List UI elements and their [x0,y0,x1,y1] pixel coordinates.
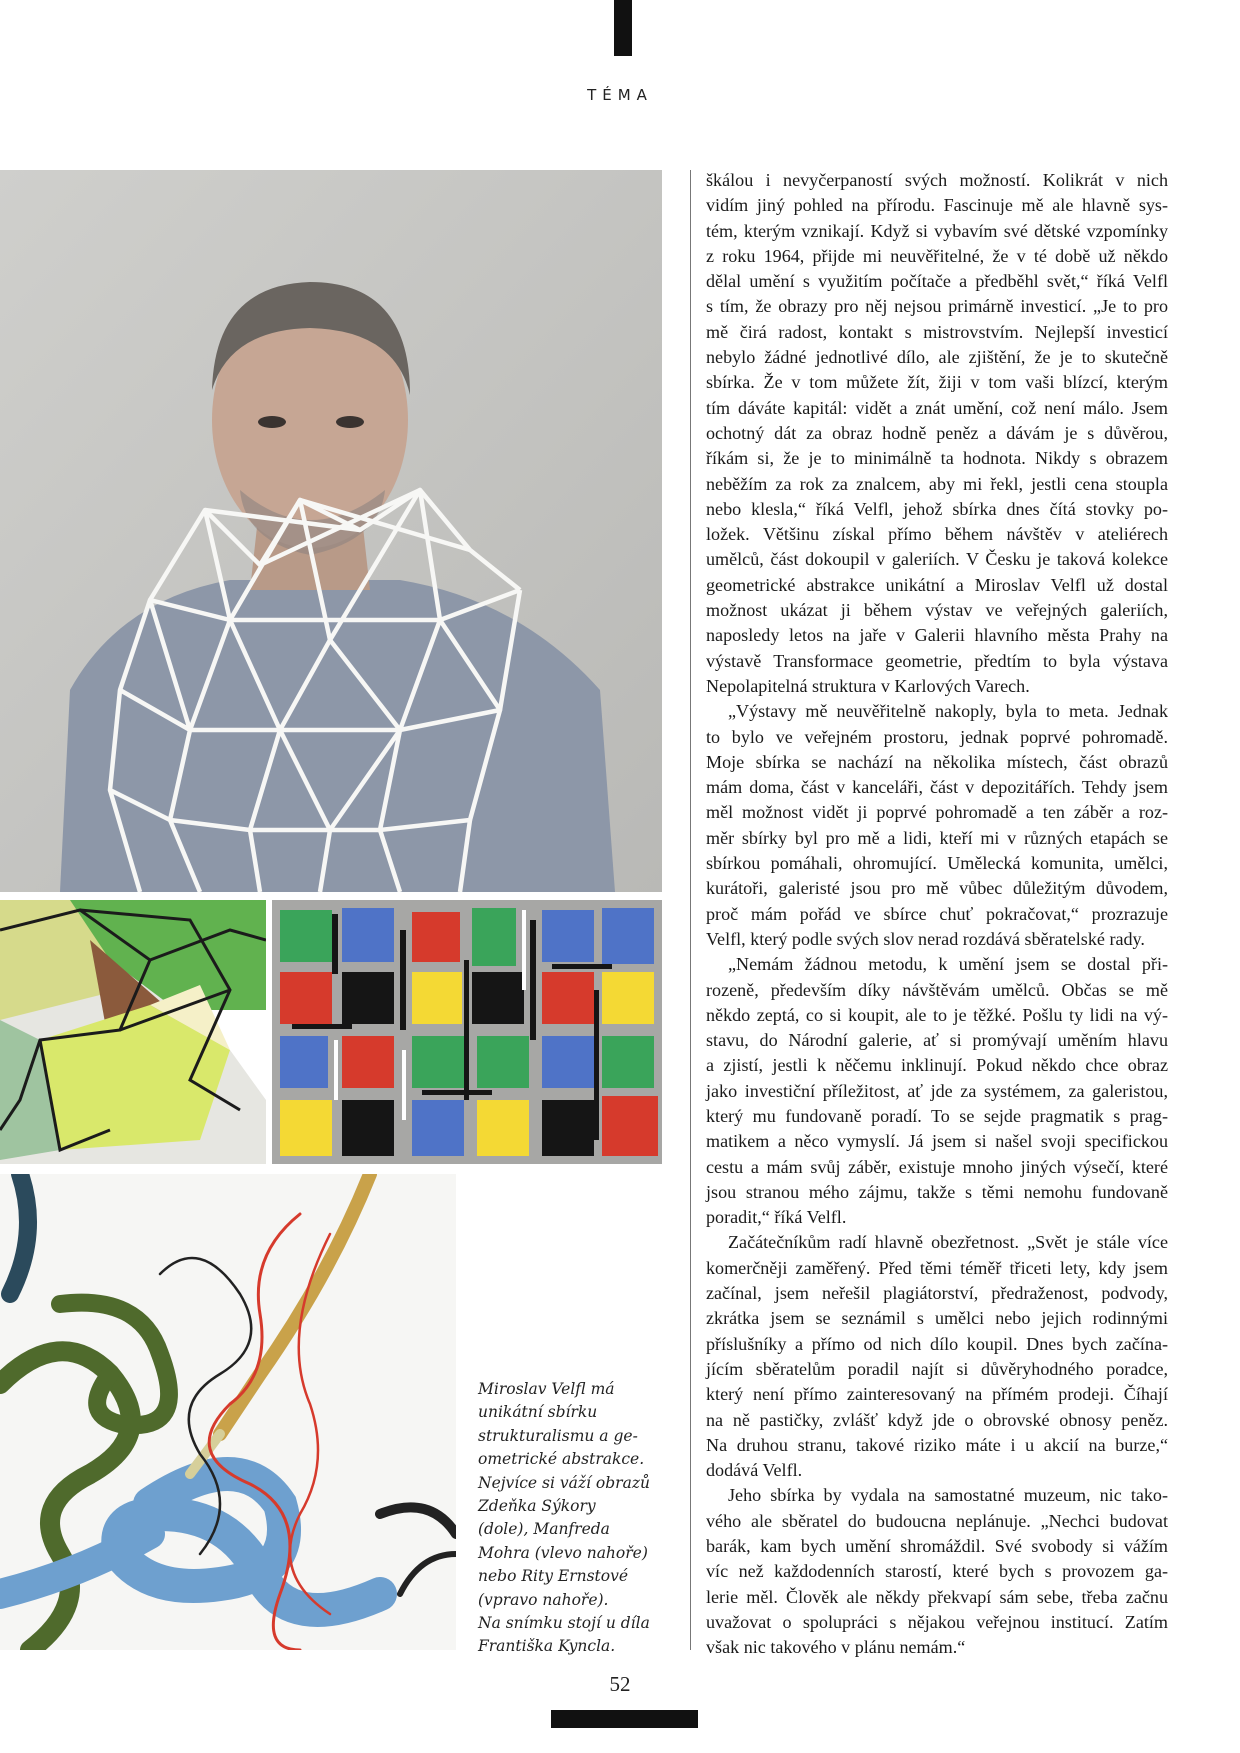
article-line: začínal, jsem neřešil plagiátorství, předraženost, podvody, [706,1283,1168,1304]
portrait-photo [0,170,662,892]
article-line: škálou i nevyčerpaností svých možností. Kolikrát v nich [706,170,1168,190]
caption-line: Miroslav Velfl má [478,1380,615,1398]
article-line: mám doma, část v kanceláři, část v depozitářích. Tehdy jsem [706,777,1168,798]
article-line: sbírka. Že v tom můžete žít, žiji v tom vaši blízcí, kterým [706,372,1168,393]
article-line: který mu fundovaně poradí. To se sejde pragmatik s prag- [706,1105,1168,1126]
article-line: tém, kterým vznikají. Když si vybavím své dětské vzpomínky [706,220,1168,241]
caption-line: nebo Rity Ernstové [478,1567,629,1586]
article-line: Jeho sbírka by vydala na samostatné muzeum, nic tako- [728,1485,1168,1506]
article-line: uvažovat o spolupráci s nějakou veřejnou institucí. Zatím [706,1611,1168,1632]
article-line: barák, kam bych umění shromáždil. Své svobody si vážím [706,1536,1168,1557]
page-number: 52 [609,1672,631,1696]
article-line: příslušníky a přímo od nich dílo koupil. Dnes bych začína- [706,1333,1168,1354]
article-line: Velfl, který podle svých slov nerad rozdává sběratelské rady. [706,928,1145,949]
column-divider [690,170,691,1650]
article-line: jako investiční příležitost, ať jde za systémem, za galeristou, [706,1080,1168,1101]
caption-line: Na snímku stojí u díla [478,1614,650,1633]
article-line: Začátečníkům radí hlavně obezřetnost. „Svět je stále více [728,1232,1168,1253]
article-line: Na druhou stranu, takové riziko máte i u akcií na burze,“ [706,1434,1168,1455]
article-line: měr sbírky byl pro mě a lidi, kteří mi v různých etapách se [706,827,1168,848]
article-line: někdo zeptá, co si koupit, ale to je těžké. Pošlu ty lidi na vý- [706,1004,1168,1025]
article-line: rozeně, především díky návštěvám umělců. Občas se mě [706,979,1168,1000]
article-line: dělal umění s využitím počítače a předběhl svět,“ říká Velfl [706,271,1168,292]
top-decorative-bar [614,0,632,56]
article-line: víc než každodenních starostí, které bych s provozem ga- [706,1561,1168,1582]
article-line: nebo klesla,“ říká Velfl, jehož sbírka dnes čítá stovky po- [706,498,1168,519]
article-line: s tím, že obrazy pro něj nejsou primárně investicí. „Je to pro [706,296,1168,317]
article-line: matikem a něco vymyslí. Já jsem si našel svoji specifickou [706,1131,1168,1152]
article-line: to bylo ve veřejném prostoru, jednak poprvé pohromadě. [706,726,1168,747]
article-line: ložek. Většinu získal přímo během návštěv v ateliérech [706,524,1168,545]
article-line: zkrátka jsem se seznámil s umělci nebo jejich rodinnými [706,1308,1168,1329]
painting-sykora [0,1174,456,1650]
article-line: dodává Velfl. [706,1460,803,1481]
caption-line: unikátní sbírku [478,1403,598,1422]
article-line: stavu, do Národní galerie, ať si promývají uměním hlavu [706,1030,1168,1051]
article-line: Moje sbírka se nachází na několika místech, část obrazů [706,751,1168,772]
article-line: Nepolapitelná struktura v Karlových Varech. [706,675,1030,696]
article-line: poradit,“ říká Velfl. [706,1207,847,1228]
bottom-decorative-bar [551,1710,698,1728]
article-body [706,168,1168,1661]
article-line: a zjistí, jestli k něčemu inklinují. Pokud někdo chce obraz [706,1055,1168,1076]
article-line: mě čirá radost, kontakt s mistrovstvím. Nejlepší investicí [706,321,1168,342]
caption-line: Nejvíce si váží obrazů [478,1473,650,1492]
section-label: TÉMA [587,86,653,104]
article-line: neběžím za rok za znalcem, aby mi řekl, jestli cena stoupla [706,473,1168,494]
article-line: jícím sběratelům poradil najít si důvěryhodného poradce, [706,1358,1168,1379]
article-line: kurátoři, galeristé jsou pro mě vůbec důležitým důvodem, [706,878,1168,899]
painting-ernst [272,900,662,1164]
caption-line: strukturalismu a ge- [478,1426,638,1445]
caption-line: (vpravo nahoře). [478,1590,609,1609]
article-line: z roku 1964, přijde mi neuvěřitelné, že v té době už někdo [706,245,1168,266]
article-line: však nic takového v plánu nemám.“ [706,1637,966,1658]
article-line: geometrické abstrakce unikátní a Miroslav Velfl už dostal [706,574,1168,595]
article-line: nebylo žádné jednotlivé dílo, ale zjištění, že je to skutečně [706,347,1168,368]
article-line: říkám si, že je to minimálně ta hodnota. Nikdy s obrazem [706,448,1168,469]
photo-caption [478,1378,658,1659]
article-line: naposledy letos na jaře v Galerii hlavního města Prahy na [706,625,1168,646]
caption-line: (dole), Manfreda [478,1520,610,1539]
article-line: „Výstavy mě neuvěřitelně nakoply, byla to meta. Jednak [728,701,1168,722]
article-line: proč mám pořád ve sbírce chuť pokračovat,“ prozrazuje [706,903,1168,924]
article-line: měl možnost vidět ji poprvé pohromadě a ten záběr a roz- [706,802,1168,823]
article-line: na ně pastičky, zvlášť když jde o obrovské obnosy peněz. [706,1409,1168,1430]
article-line: jsou stranou mého zájmu, takže s těmi nemohu fundovaně [706,1181,1168,1202]
article-line: sbírkou pomáhali, ohromující. Umělecká komunita, umělci, [706,853,1168,874]
article-line: cestu a mám svůj záběr, existuje mnoho jiných výsečí, které [706,1156,1168,1177]
caption-line: Mohra (vlevo nahoře) [478,1543,648,1562]
caption-line: Františka Kyncla. [478,1637,616,1656]
article-line: který není přímo zainteresovaný na přímém prodeji. Číhají [706,1384,1168,1405]
article-line: komerčněji zaměřený. Před těmi téměř třiceti lety, kdy jsem [706,1257,1168,1278]
article-line: výstavě Transformace geometrie, předtím to byla výstava [706,650,1168,671]
article-line: ochotný dát za obraz hodně peněz a dávám je s důvěrou, [706,422,1168,443]
article-line: možnost ukázat ji během výstav ve veřejných galeriích, [706,600,1168,621]
caption-line: Zdeňka Sýkory [478,1497,596,1516]
article-line: vidím jiný pohled na přírodu. Fascinuje mě ale hlavně sys- [706,195,1168,216]
article-line: tím dáváte kapitál: vidět a znát umění, což není málo. Jsem [706,397,1168,418]
article-line: umělců, část dokoupil v galeriích. V Česku je taková kolekce [706,549,1168,570]
article-line: vého ale sběratel do budoucna neplánuje. „Nechci budovat [706,1510,1168,1531]
caption-line: ometrické abstrakce. [478,1450,645,1469]
painting-mohr [0,900,266,1164]
article-line: lerie měl. Člověk ale někdy překvapí sám sebe, třeba začnu [706,1586,1168,1607]
article-line: „Nemám žádnou metodu, k umění jsem se dostal při- [728,954,1168,975]
